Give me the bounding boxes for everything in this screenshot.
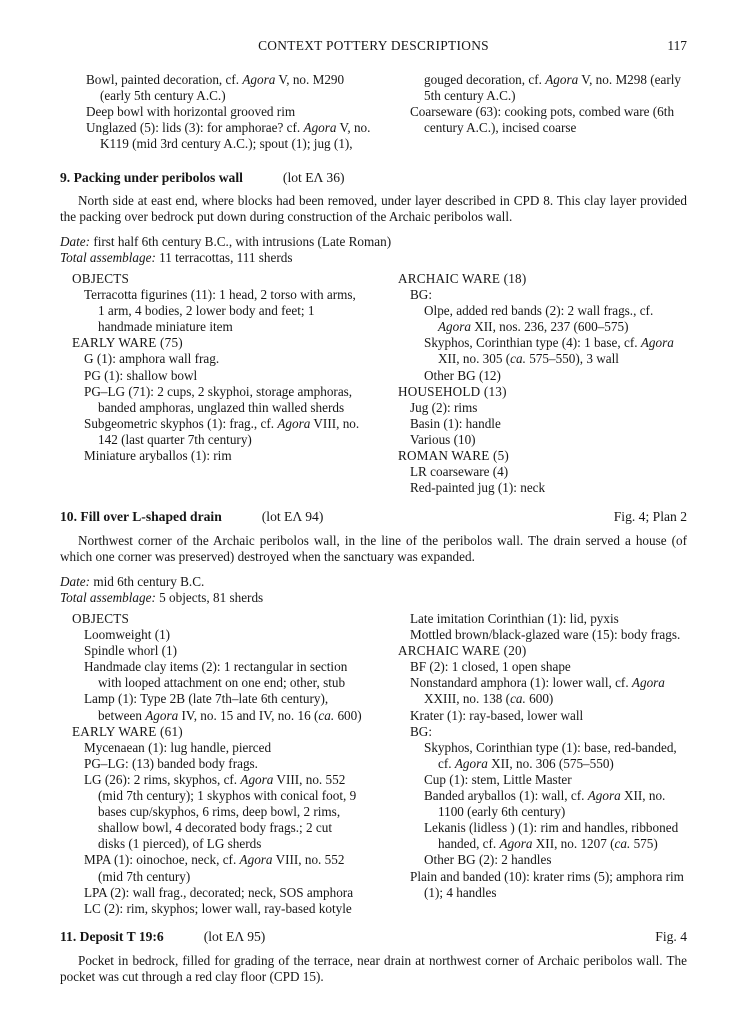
list-item: Spindle whorl (1) [84,643,178,659]
list-item: Jug (2): rims [410,399,478,415]
list-item: BF (2): 1 closed, 1 open shape [410,659,571,675]
list-item: Terracotta figurines (11): 1 head, 2 torso with arms, 1 arm, 4 bodies, 2 lower body and feet; 1 handmade miniature item [84,287,356,335]
figure-reference: Fig. 4; Plan 2 [613,509,687,524]
list-item: Lekanis (lidless ) (1): rim and handles, ribboned handed, cf. Agora XII, no. 1207 (ca. 575) [424,820,679,852]
category-heading: OBJECTS [72,611,130,626]
list-item: Olpe, added red bands (2): 2 wall frags., cf. Agora XII, nos. 236, 237 (600–575) [424,303,654,335]
section-description: Northwest corner of the Archaic peribolos wall, in the line of the peribolos wall. The drain served a house (of which one corner was preserved) destroyed when the sanctuary was expanded. [60,533,687,565]
list-item: Red-painted jug (1): neck [410,480,546,496]
figure-reference: Fig. 4 [655,929,687,944]
list-item: LR coarseware (4) [410,464,509,480]
section-heading-9 [60,170,687,186]
list-item: Basin (1): handle [410,415,501,431]
lot-number: (lot EΛ 94) [261,509,324,524]
assemblage-value: 5 objects, 81 sherds [159,590,264,605]
continued-list-left [86,72,376,152]
date-label: Date: [60,574,91,589]
category-heading: ARCHAIC WARE (18) [398,271,527,286]
sec9-list-right [398,271,687,496]
list-item: Coarseware (63): cooking pots, combed ware (6th century A.C.), incised coarse [410,104,675,136]
section-heading-10 [60,509,687,525]
sec10-list-left [72,611,362,917]
section-heading-11 [60,929,687,945]
running-title: CONTEXT POTTERY DESCRIPTIONS [258,38,489,53]
list-item: LC (2): rim, skyphos; lower wall, ray-based kotyle [84,900,352,916]
list-item: Miniature aryballos (1): rim [84,448,232,464]
list-item: BG: [410,723,432,739]
section-title: 9. Packing under peribolos wall [60,170,243,185]
list-item: PG–LG: (13) banded body frags. [84,755,258,771]
list-item: G (1): amphora wall frag. [84,351,220,367]
list-item: Cup (1): stem, Little Master [424,771,572,787]
page-number: 117 [667,38,687,53]
list-item: Mottled brown/black-glazed ware (15): body frags. [410,627,681,643]
list-item: Various (10) [410,431,476,447]
category-heading: OBJECTS [72,271,130,286]
category-heading: ARCHAIC WARE (20) [398,643,527,659]
list-item: Other BG (2): 2 handles [424,852,552,868]
list-item: LPA (2): wall frag., decorated; neck, SOS amphora [84,884,354,900]
list-item: Subgeometric skyphos (1): frag., cf. Agora VIII, no. 142 (last quarter 7th century) [84,415,360,447]
sec9-list-left [72,271,362,464]
list-item: PG (1): shallow bowl [84,367,198,383]
list-item: gouged decoration, cf. Agora V, no. M298 (early 5th century A.C.) [424,72,681,104]
list-item: PG–LG (71): 2 cups, 2 skyphoi, storage amphoras, banded amphoras, unglazed thin walled sherds [84,383,353,415]
list-item: Bowl, painted decoration, cf. Agora V, no. M290 (early 5th century A.C.) [86,72,345,104]
continued-list-right [410,72,687,136]
assemblage-value: 11 terracottas, 111 sherds [159,250,293,265]
list-item: Banded aryballos (1): wall, cf. Agora XII, no. 1100 (early 6th century) [424,788,666,820]
list-item: Deep bowl with horizontal grooved rim [86,104,296,120]
list-item: Handmade clay items (2): 1 rectangular in section with looped attachment on one end; other, stub [84,659,348,691]
list-item: Other BG (12) [424,367,501,383]
assemblage-line [60,590,687,606]
assemblage-label: Total assemblage: [60,250,156,265]
list-item: Krater (1): ray-based, lower wall [410,707,584,723]
sec10-list-right [398,611,687,901]
section-description: North side at east end, where blocks had been removed, under layer described in CPD 8. This clay layer provided the packing over bedrock put down during construction of the Archaic peribolos wall. [60,193,687,225]
section-title: 11. Deposit T 19:6 [60,929,164,944]
assemblage-label: Total assemblage: [60,590,156,605]
list-item: Unglazed (5): lids (3): for amphorae? cf. Agora V, no. K119 (mid 3rd century A.C.); spout (1); jug (1), [86,120,371,152]
list-item: MPA (1): oinochoe, neck, cf. Agora VIII, no. 552 (mid 7th century) [84,852,345,884]
date-value: mid 6th century B.C. [93,574,205,589]
list-item: Mycenaean (1): lug handle, pierced [84,739,272,755]
list-item: Lamp (1): Type 2B (late 7th–late 6th century), between Agora IV, no. 15 and IV, no. 16 (ca. 600) [84,691,362,723]
list-item: Skyphos, Corinthian type (4): 1 base, cf. Agora XII, no. 305 (ca. 575–550), 3 wall [424,335,674,367]
date-label: Date: [60,234,91,249]
date-value: first half 6th century B.C., with intrusions (Late Roman) [93,234,392,249]
category-heading: EARLY WARE (75) [72,335,183,351]
category-heading: HOUSEHOLD (13) [398,383,507,399]
list-item: Loomweight (1) [84,627,171,643]
list-item: Nonstandard amphora (1): lower wall, cf. Agora XXIII, no. 138 (ca. 600) [410,675,665,707]
date-line [60,234,687,250]
list-item: Late imitation Corinthian (1): lid, pyxis [410,611,619,626]
category-heading: ROMAN WARE (5) [398,448,509,464]
page-header [60,38,687,58]
list-item: Skyphos, Corinthian type (1): base, red-banded, cf. Agora XII, no. 306 (575–550) [424,739,677,771]
assemblage-line [60,250,687,266]
list-item: BG: [410,287,432,303]
section-description: Pocket in bedrock, filled for grading of the terrace, near drain at northwest corner of Archaic peribolos wall. The pocket was cut through a red clay floor (CPD 15). [60,953,687,985]
lot-number: (lot EΛ 36) [282,170,345,185]
date-line [60,574,687,590]
category-heading: EARLY WARE (61) [72,723,183,739]
list-item: Plain and banded (10): krater rims (5); amphora rim (1); 4 handles [410,868,684,900]
section-title: 10. Fill over L-shaped drain [60,509,222,524]
list-item: LG (26): 2 rims, skyphos, cf. Agora VIII, no. 552 (mid 7th century); 1 skyphos with conical foot, 9 bases cup/skyphos, 6 rims, deep bowl, 2 rims, shallow bowl, 4 decorated body frags.; 2 cut disks (1 pierced), of LG sherds [84,771,357,852]
lot-number: (lot EΛ 95) [203,929,266,944]
